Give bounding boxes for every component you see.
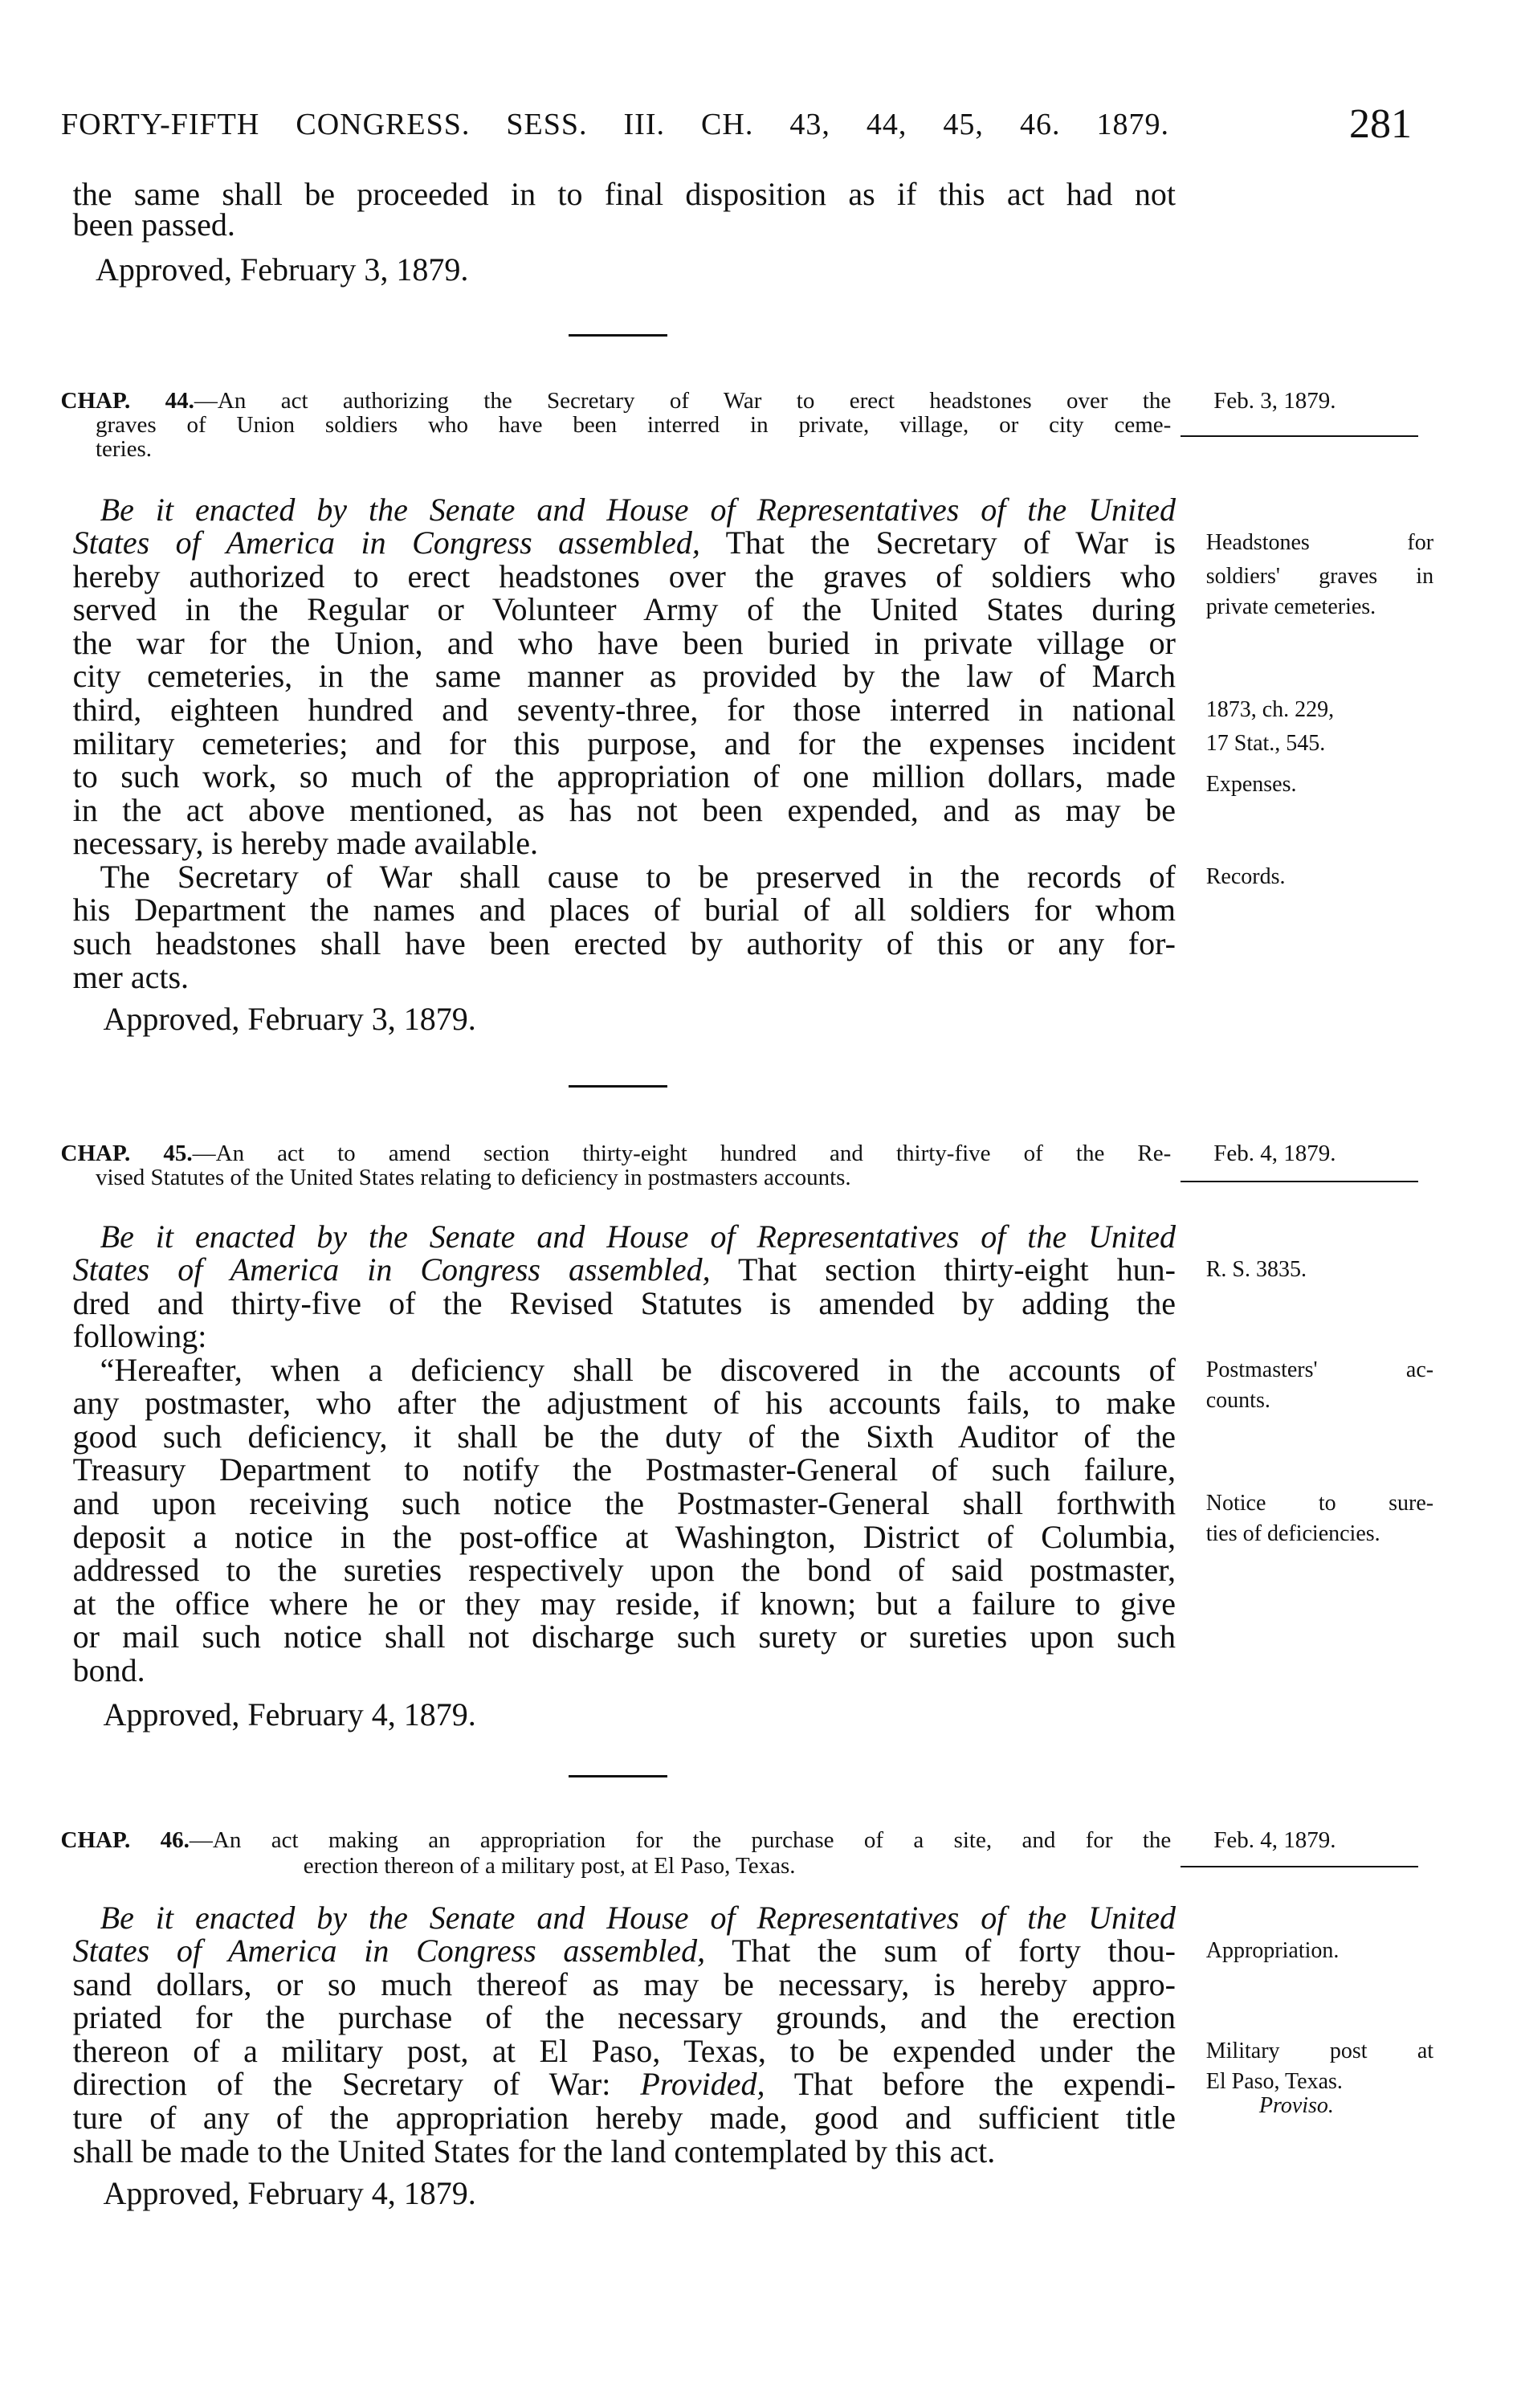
italic-text: Be it enacted by the Senate and House of Representatives of the United	[100, 1899, 1176, 1936]
text: the same shall be proceeded in to final disposition as if this act had not	[72, 175, 1176, 212]
margin-note: Headstones for	[1205, 530, 1434, 556]
text: good such deficiency, it shall be the duty of the Sixth Auditor of the	[72, 1418, 1176, 1455]
running-head: FORTY-FIFTH CONGRESS. SESS. III. CH. 43, 44, 45, 46. 1879.	[61, 107, 1169, 141]
text: That before the expendi-	[765, 2066, 1176, 2103]
margin-note: 1873, ch. 229,	[1205, 697, 1335, 723]
text: any postmaster, who after the adjustment of his accounts fails, to make	[72, 1385, 1176, 1422]
italic-text: Be it enacted by the Senate and House of Representatives of the United	[100, 491, 1176, 528]
text: That the sum of forty thou-	[705, 1933, 1176, 1969]
text: or mail such notice shall not discharge such surety or sureties upon such	[72, 1618, 1176, 1655]
approved-line: Approved, February 4, 1879.	[103, 1696, 476, 1733]
section-divider	[569, 334, 667, 337]
text: That the Secretary of War is	[699, 524, 1176, 561]
text: city cemeteries, in the same manner as provided by the law of March	[72, 658, 1176, 695]
italic-text: States of America in Congress assembled,	[72, 1933, 706, 1969]
margin-note: private cemeteries.	[1205, 594, 1376, 619]
text: been passed.	[72, 206, 235, 243]
italic-text: Provided,	[640, 2066, 765, 2103]
chapter-title-line: erection thereon of a military post, at El Paso, Texas.	[303, 1853, 796, 1879]
text: direction of the Secretary of War:	[72, 2066, 641, 2103]
chapter-number: CHAP. 46.	[60, 1827, 190, 1854]
margin-note: soldiers' graves in	[1205, 563, 1434, 589]
text-line	[73, 2133, 1176, 2171]
chapter-heading-line	[61, 1141, 1172, 1166]
text: “Hereafter, when a deficiency shall be discovered in the accounts of	[100, 1351, 1176, 1388]
chapter-heading-line	[61, 1827, 1172, 1853]
chapter-title-line: vised Statutes of the United States relating to deficiency in postmasters accounts.	[96, 1164, 851, 1190]
approved-line: Approved, February 3, 1879.	[96, 251, 469, 288]
text: priated for the purchase of the necessary grounds, and the erection	[72, 1999, 1176, 2036]
chapter-date: Feb. 4, 1879.	[1213, 1827, 1336, 1854]
section-divider	[1181, 435, 1419, 437]
text-line	[73, 206, 1176, 244]
chapter-number: CHAP. 44.	[60, 387, 194, 414]
text: served in the Regular or Volunteer Army of the United States during	[72, 591, 1176, 628]
italic-text: States of America in Congress assembled,	[72, 1251, 711, 1288]
chapter-number: CHAP. 45.	[60, 1140, 193, 1166]
text-line	[73, 958, 1176, 997]
margin-note: Appropriation.	[1205, 1938, 1340, 1964]
chapter-title: —An act authorizing the Secretary of War to erect headstones over the	[194, 387, 1172, 414]
text: ture of any of the appropriation hereby made, good and sufficient title	[72, 2100, 1176, 2137]
italic-text: Be it enacted by the Senate and House of Representatives of the United	[100, 1218, 1176, 1255]
text: That section thirty-eight hun-	[710, 1251, 1176, 1288]
margin-note: 17 Stat., 545.	[1205, 730, 1326, 756]
text: following:	[72, 1318, 207, 1355]
text: The Secretary of War shall cause to be preserved in the records of	[100, 858, 1176, 895]
text: to such work, so much of the appropriation of one million dollars, made	[72, 758, 1176, 795]
chapter-title: —An act making an appropriation for the purchase of a site, and for the	[189, 1827, 1172, 1854]
section-divider	[569, 1085, 667, 1088]
text: and upon receiving such notice the Postmaster-General shall forthwith	[72, 1484, 1176, 1521]
text: thereon of a military post, at El Paso, Texas, to be expended under the	[72, 2032, 1176, 2069]
approved-line: Approved, February 4, 1879.	[103, 2175, 476, 2212]
text: sand dollars, or so much thereof as may be necessary, is hereby appro-	[72, 1965, 1176, 2002]
section-divider	[1181, 1181, 1419, 1182]
italic-text: States of America in Congress assembled,	[72, 524, 700, 561]
margin-note: ties of deficiencies.	[1205, 1520, 1380, 1546]
chapter-title: —An act to amend section thirty-eight hundred and thirty-five of the Re-	[192, 1140, 1172, 1166]
page-number: 281	[1349, 100, 1412, 147]
margin-note: Records.	[1205, 863, 1286, 889]
text: in the act above mentioned, as has not been expended, and as may be	[72, 791, 1176, 828]
chapter-date: Feb. 3, 1879.	[1213, 387, 1336, 414]
text: his Department the names and places of burial of all soldiers for whom	[72, 892, 1176, 929]
chapter-date: Feb. 4, 1879.	[1213, 1140, 1336, 1166]
chapter-title-line: graves of Union soldiers who have been interred in private, village, or city ceme-	[96, 411, 1172, 438]
text: Treasury Department to notify the Postmaster-General of such failure,	[72, 1451, 1176, 1488]
text: military cemeteries; and for this purpose, and for the expenses incident	[72, 724, 1176, 761]
section-divider	[1181, 1866, 1419, 1867]
approved-line: Approved, February 3, 1879.	[103, 1001, 476, 1038]
text: mer acts.	[72, 958, 190, 995]
section-divider	[569, 1775, 667, 1777]
text: necessary, is hereby made available.	[72, 825, 539, 862]
margin-note: Proviso.	[1258, 2092, 1334, 2118]
margin-note: Expenses.	[1205, 771, 1297, 797]
margin-note: Postmasters' ac-	[1205, 1357, 1434, 1382]
margin-note: Military post at	[1205, 2038, 1434, 2063]
margin-note: Notice to sure-	[1205, 1490, 1434, 1516]
text: hereby authorized to erect headstones over the graves of soldiers who	[72, 557, 1176, 594]
margin-note: El Paso, Texas.	[1205, 2068, 1343, 2094]
margin-note: R. S. 3835.	[1205, 1257, 1307, 1283]
text-line	[73, 1651, 1176, 1690]
text: such headstones shall have been erected by authority of this or any for-	[72, 924, 1176, 961]
text: bond.	[72, 1651, 145, 1688]
text: deposit a notice in the post-office at Washington, District of Columbia,	[72, 1518, 1176, 1555]
text: dred and thirty-five of the Revised Statutes is amended by adding the	[72, 1284, 1176, 1321]
text: addressed to the sureties respectively upon the bond of said postmaster,	[72, 1552, 1176, 1589]
chapter-title-line: teries.	[96, 436, 153, 463]
text: shall be made to the United States for the land contemplated by this act.	[72, 2133, 996, 2169]
text: at the office where he or they may reside, if known; but a failure to give	[72, 1585, 1176, 1622]
text: third, eighteen hundred and seventy-three, for those interred in national	[72, 692, 1176, 729]
chapter-heading-line	[61, 388, 1172, 414]
margin-note: counts.	[1205, 1387, 1270, 1413]
text: the war for the Union, and who have been buried in private village or	[72, 624, 1176, 661]
